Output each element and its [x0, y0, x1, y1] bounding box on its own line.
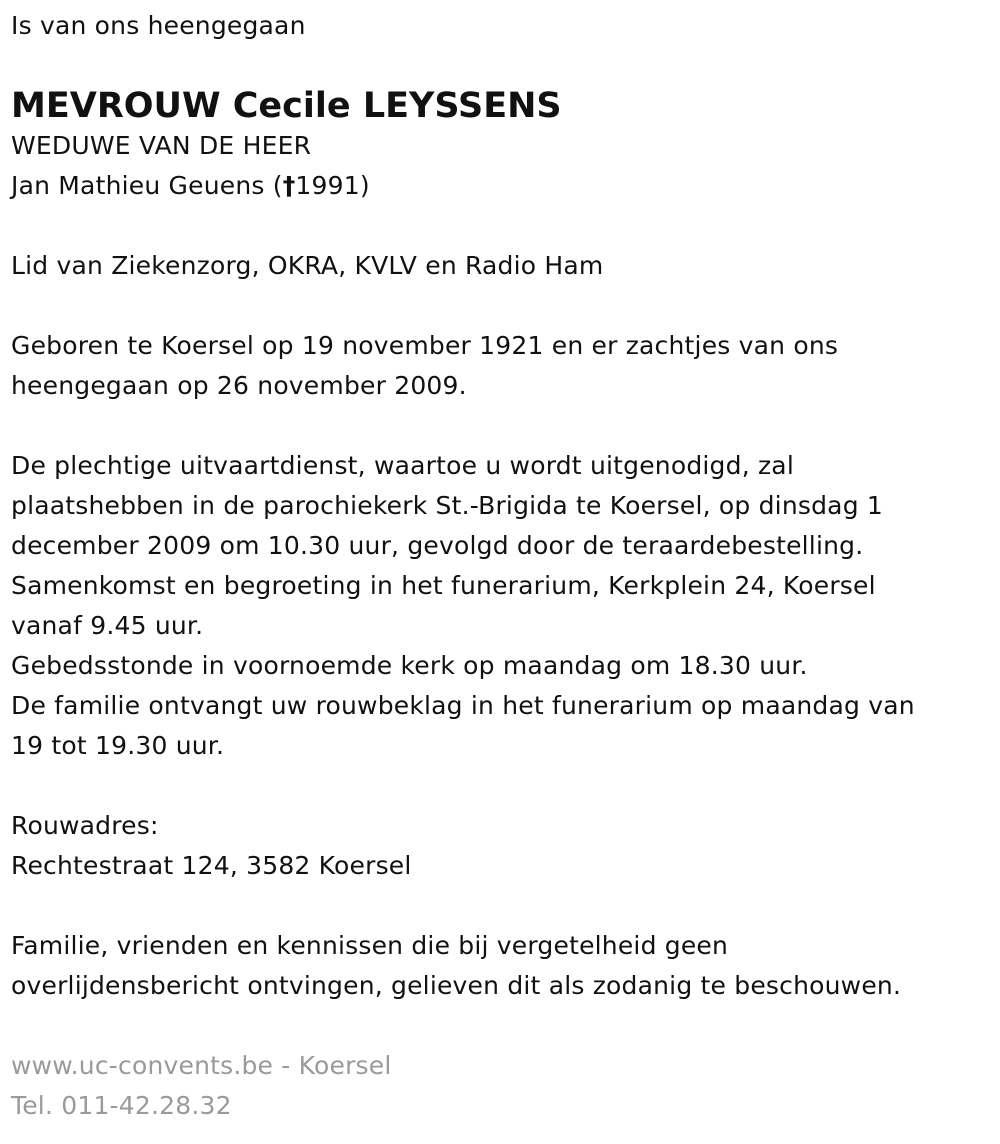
widow-of-label: WEDUWE VAN DE HEER — [11, 131, 312, 160]
address-value: Rechtestraat 124, 3582 Koersel — [11, 851, 412, 880]
ceremony-line: plaatshebben in de parochiekerk St.-Brigida te Koersel, op dinsdag 1 — [11, 491, 884, 520]
deceased-name: MEVROUW Cecile LEYSSENS — [11, 86, 562, 126]
open-paren: ( — [272, 171, 283, 200]
funeral-home-phone: Tel. 011-42.28.32 — [11, 1091, 232, 1120]
address-label: Rouwadres: — [11, 811, 159, 840]
ceremony-line: Gebedsstonde in voornoemde kerk op maandag om 18.30 uur. — [11, 651, 808, 680]
ceremony-line: vanaf 9.45 uur. — [11, 611, 204, 640]
spacer — [11, 46, 981, 86]
close-paren: ) — [359, 171, 370, 200]
ceremony-line: december 2009 om 10.30 uur, gevolgd door de teraardebestelling. — [11, 531, 864, 560]
spouse-death-year: 1991 — [295, 171, 360, 200]
spouse-line — [11, 166, 981, 206]
birth-death-line: heengegaan op 26 november 2009. — [11, 371, 467, 400]
notice-line: Familie, vrienden en kennissen die bij vergetelheid geen — [11, 931, 729, 960]
obituary-notice — [11, 6, 981, 1126]
birth-death-line: Geboren te Koersel op 19 november 1921 en er zachtjes van ons — [11, 331, 839, 360]
spacer — [11, 206, 981, 246]
notice-line: overlijdensbericht ontvingen, gelieven dit als zodanig te beschouwen. — [11, 971, 902, 1000]
ceremony-line: De familie ontvangt uw rouwbeklag in het funerarium op maandag van — [11, 691, 915, 720]
spacer — [11, 766, 981, 806]
ceremony-line: 19 tot 19.30 uur. — [11, 731, 225, 760]
spacer — [11, 886, 981, 926]
ceremony-line: De plechtige uitvaartdienst, waartoe u wordt uitgenodigd, zal — [11, 451, 794, 480]
spouse-name: Jan Mathieu Geuens — [11, 171, 265, 200]
membership-text: Lid van Ziekenzorg, OKRA, KVLV en Radio Ham — [11, 251, 604, 280]
spacer — [11, 286, 981, 326]
cross-icon: † — [282, 171, 296, 200]
spacer — [11, 406, 981, 446]
spacer — [11, 1006, 981, 1046]
ceremony-line: Samenkomst en begroeting in het funerarium, Kerkplein 24, Koersel — [11, 571, 876, 600]
intro-text: Is van ons heengegaan — [11, 11, 306, 40]
funeral-home-website: www.uc-convents.be - Koersel — [11, 1051, 392, 1080]
